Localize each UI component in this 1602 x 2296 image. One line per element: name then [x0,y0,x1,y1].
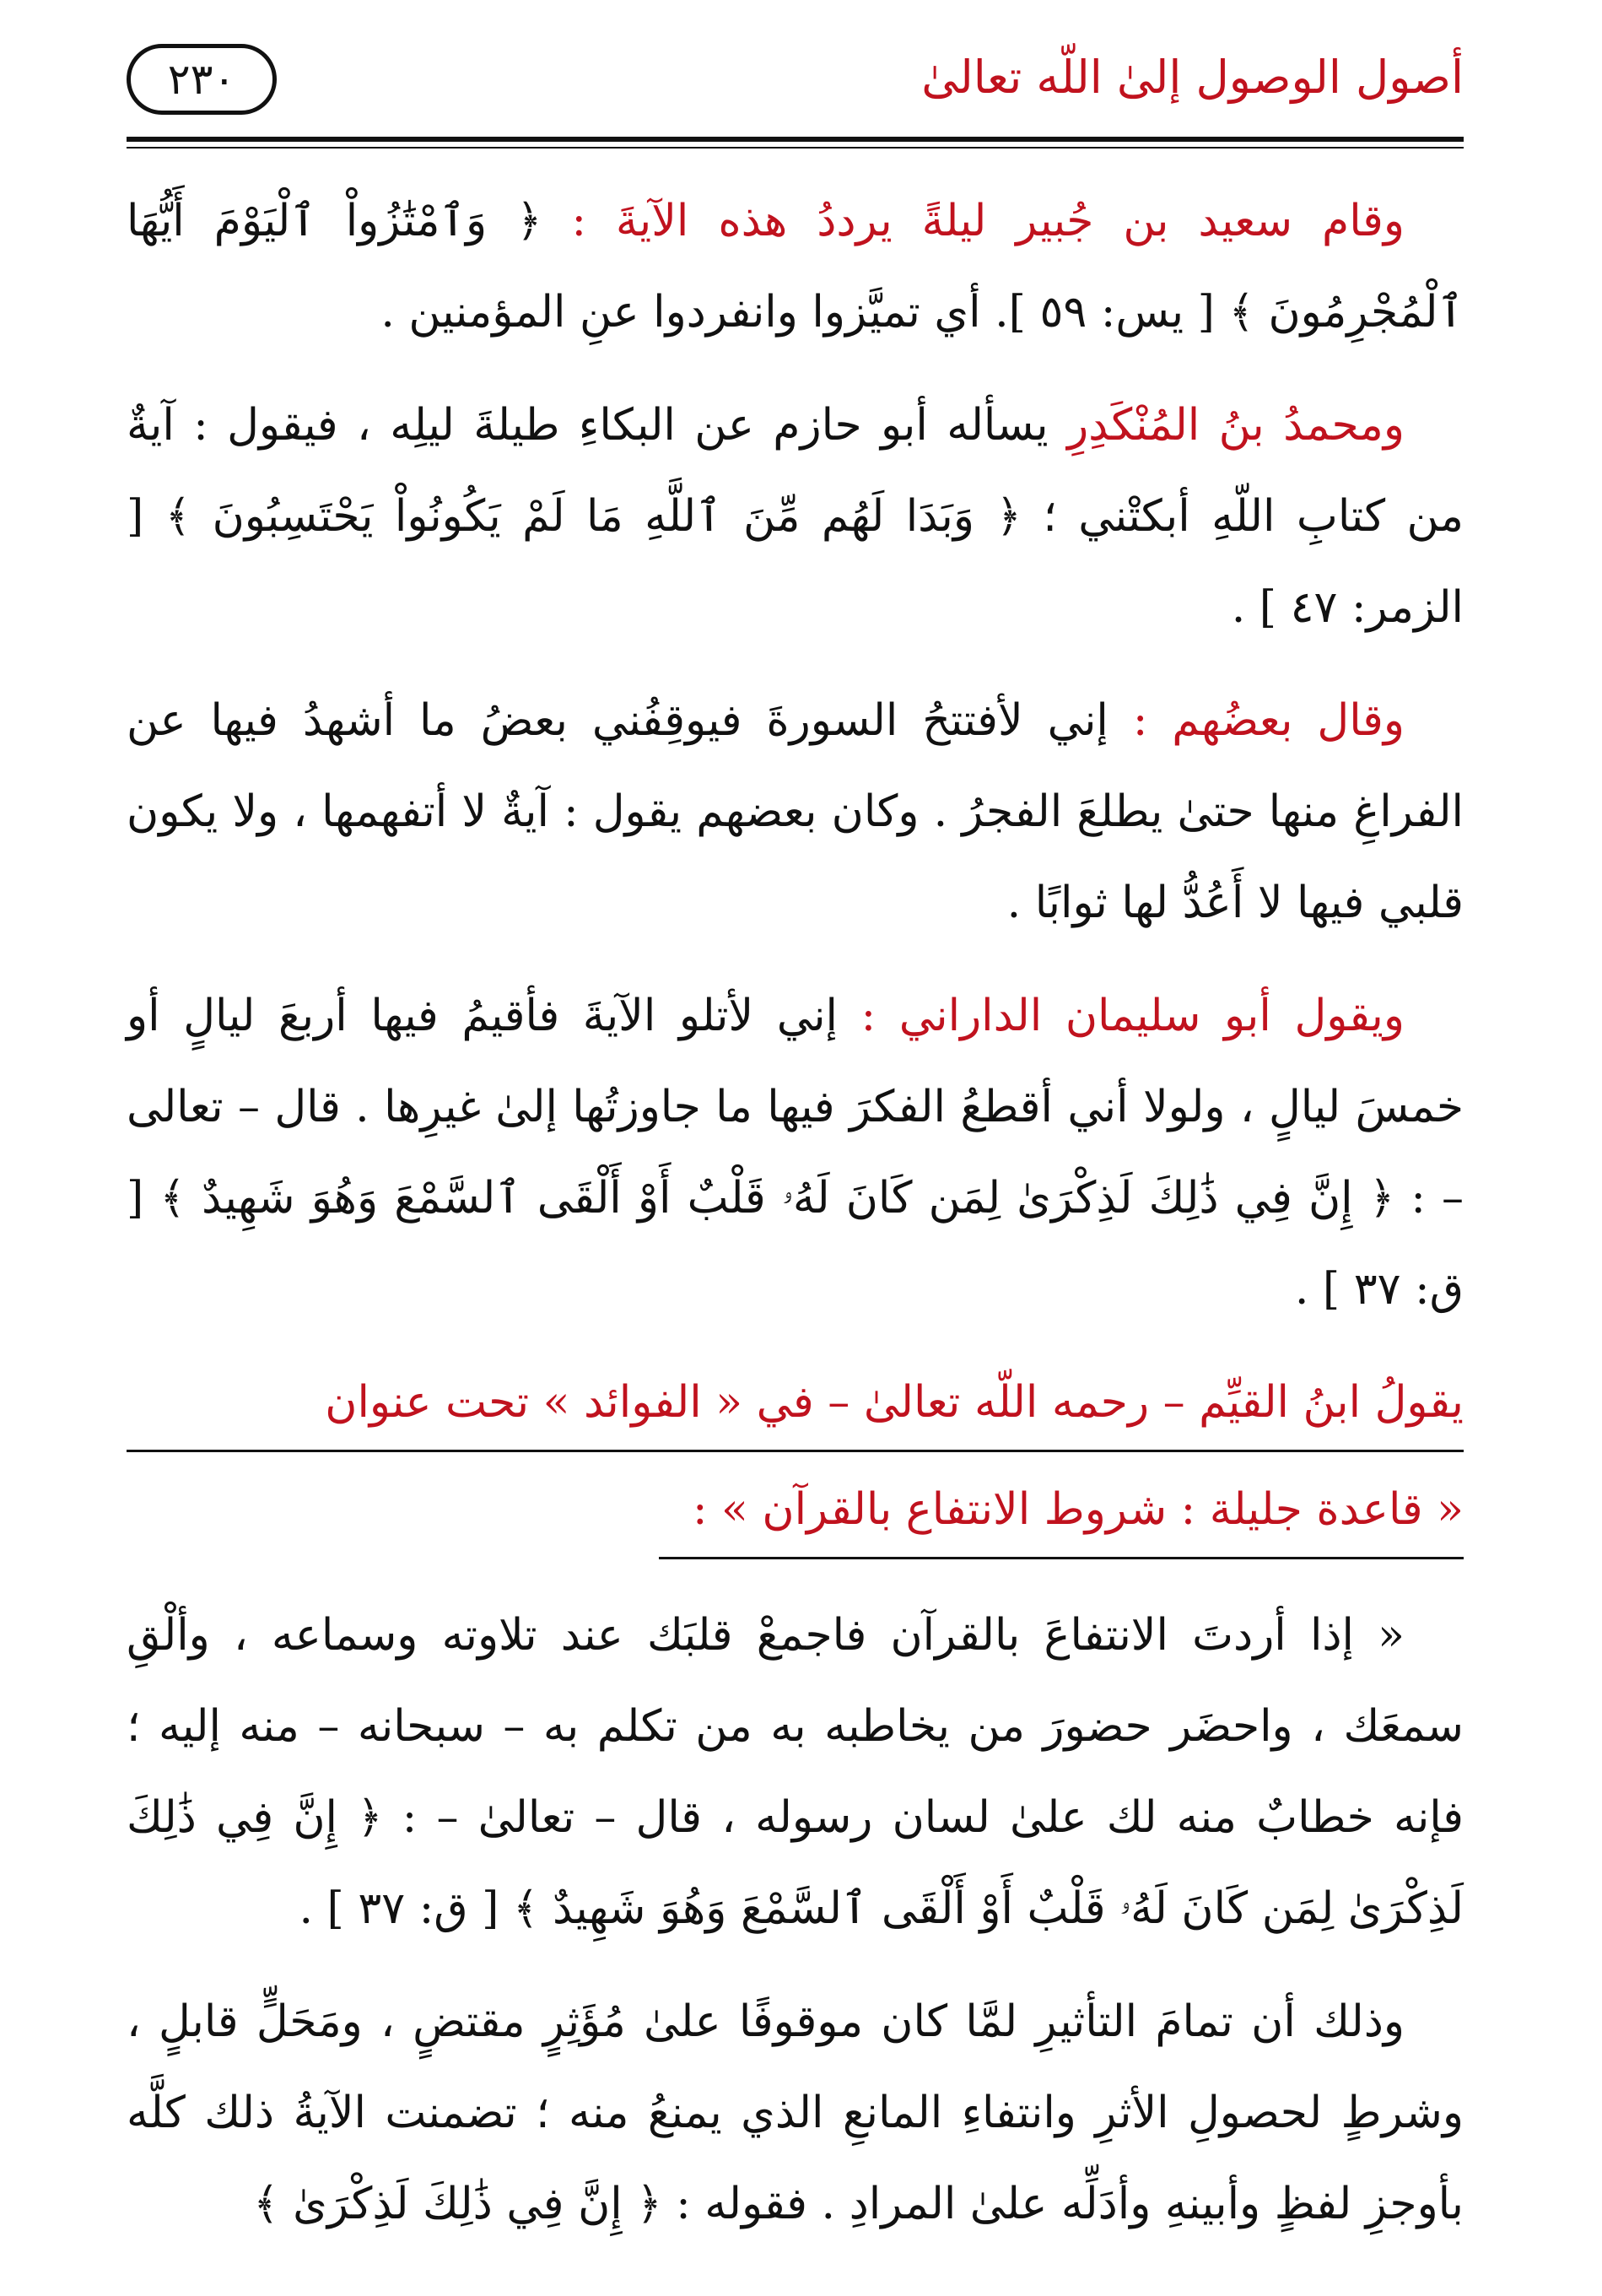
page-number: ٢٣٠ [127,44,277,115]
paragraph [127,970,1464,1335]
quote-paragraph: « إذا أردتَ الانتفاعَ بالقرآن فاجمعْ قلبَك عند تلاوته وسماعه ، وألْقِ سمعَك ، واحضَر حضورَ من يخاطبه به من تكلم به – سبحانه – منه إليه ؛ فإنه خطابٌ منه لك علىٰ لسان رسوله ، قال – تعالىٰ – : ﴿ إِنَّ فِي ذَٰلِكَ لَذِكْرَىٰ لِمَن كَانَ لَهُۥ قَلْبٌ أَوْ أَلْقَى ٱلسَّمْعَ وَهُوَ شَهِيدٌ ﴾ [ ق: ٣٧ ] . [127,1610,1464,1934]
quote-paragraph: وذلك أن تمامَ التأثيرِ لمَّا كان موقوفًا علىٰ مُؤَثِرٍ مقتضٍ ، ومَحَلٍّ قابلٍ ، وشرطٍ لحصولِ الأثرِ وانتفاءِ المانعِ الذي يمنعُ منه ؛ تضمنت الآيةُ ذلك كلَّه بأوجزِ لفظٍ وأبينهِ وأدَلِّه علىٰ المرادِ . فقوله : ﴿ إِنَّ فِي ذَٰلِكَ لَذِكْرَىٰ ﴾ [127,1996,1464,2229]
section-heading [127,1360,1464,1559]
section-heading-line-2: « قاعدة جليلة : شروط الانتفاع بالقرآن » : [659,1467,1464,1559]
header-rule [127,137,1464,142]
paragraph-speaker: وقال بعضُهم : [1132,695,1405,746]
paragraph-text: إني لأتلو الآيةَ فأقيمُ فيها أربعَ ليالٍ أو خمسَ ليالٍ ، ولولا أني أقطعُ الفكرَ فيها ما جاوزتُها إلىٰ غيرِها . قال – تعالى – : ﴿ إِنَّ فِي ذَٰلِكَ لَذِكْرَىٰ لِمَن كَانَ لَهُۥ قَلْبٌ أَوْ أَلْقَى ٱلسَّمْعَ وَهُوَ شَهِيدٌ ﴾ [ ق: ٣٧ ] . [127,991,1464,1315]
book-title: أصول الوصول إلىٰ اللّه تعالىٰ [921,51,1464,104]
paragraph-speaker: وقام سعيد بن جُبير ليلةً يرددُ هذه الآيةَ : [571,196,1405,246]
paragraph-speaker: ويقول أبو سليمان الداراني : [860,991,1405,1041]
paragraph-speaker: ومحمدُ بنُ المُنْكَدِرِ [1067,400,1405,451]
section-heading-line-1: يقولُ ابنُ القيِّم – رحمه اللّه تعالىٰ – في « الفوائد » تحت عنوان [127,1360,1464,1452]
paragraph [127,380,1464,653]
book-page [127,34,1464,2261]
page-content [127,176,1464,2272]
paragraph [127,675,1464,948]
paragraph-text: يسأله أبو حازم عن البكاءِ طيلةَ ليلِه ، فيقول : آيةٌ من كتابِ اللّهِ أبكتْني ؛ ﴿ وَبَدَا لَهُم مِّنَ ٱللَّهِ مَا لَمْ يَكُونُواْ يَحْتَسِبُونَ ﴾ [ الزمر: ٤٧ ] . [127,400,1464,633]
paragraph-text: ﴿ وَٱمْتَٰزُواْ ٱلْيَوْمَ أَيُّهَا ٱلْمُجْرِمُونَ ﴾ [ يس: ٥٩ ]. أي تميَّزوا وانفردوا عنِ المؤمنين . [127,196,1464,338]
paragraph [127,176,1464,358]
page-header [127,34,1464,135]
header-rule-thin [127,147,1464,149]
paragraph-text: إني لأفتتحُ السورةَ فيوقِفُني بعضُ ما أشهدُ فيها عن الفراغِ منها حتىٰ يطلعَ الفجرُ . وكان بعضهم يقول : آيةٌ لا أتفهمها ، ولا يكون قلبي فيها لا أَعُدُّ لها ثوابًا . [127,695,1464,928]
